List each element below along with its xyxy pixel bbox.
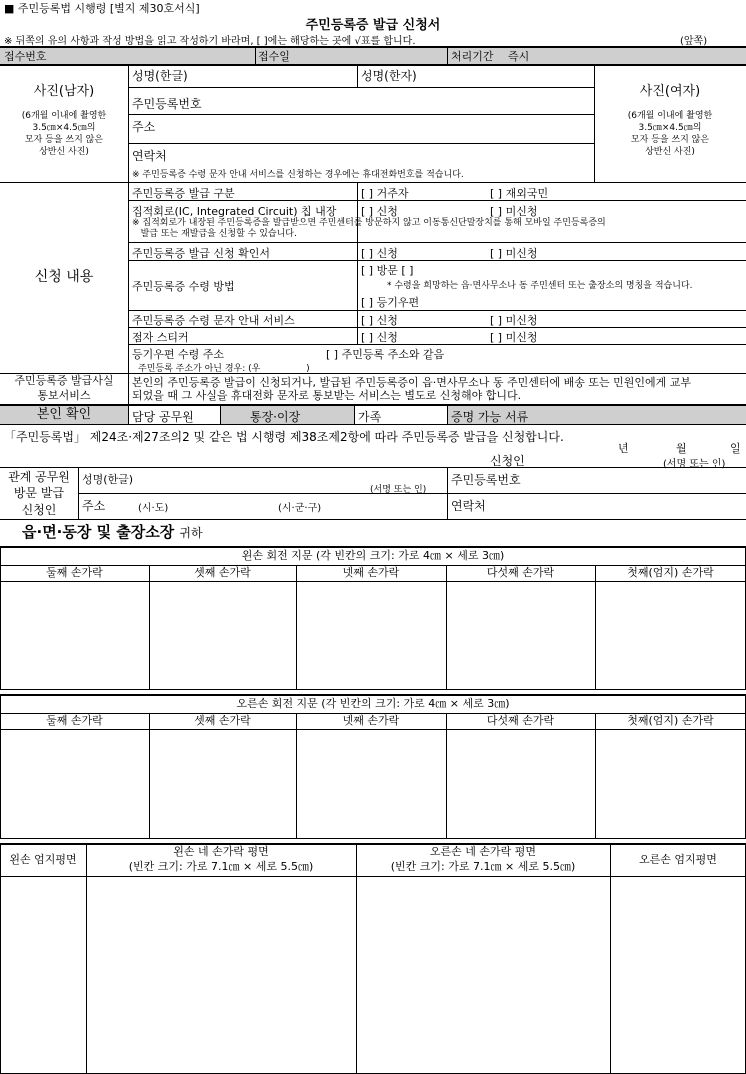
issue-type-label: 주민등록증 발급 구분	[132, 187, 235, 200]
sms-apply-checkbox[interactable]: [ ] 신청	[361, 314, 398, 327]
visiting-applicant-label: 관계 공무원 방문 발급 신청인	[8, 470, 70, 517]
processing-period-value: 즉시	[508, 50, 530, 63]
ic-apply-checkbox[interactable]: [ ] 신청	[361, 205, 398, 218]
day-label: 일	[730, 442, 741, 455]
receive-method-label: 주민등록증 수령 방법	[132, 280, 235, 293]
left-finger-4-label: 넷째 손가락	[342, 566, 400, 580]
ic-chip-label: 집적회로(IC, Integrated Circuit) 칩 내장	[132, 205, 337, 218]
right-finger-2-label: 둘째 손가락	[46, 714, 103, 728]
braille-sticker-label: 점자 스티커	[132, 331, 189, 344]
family-column: 가족	[358, 410, 382, 424]
processing-period-label: 처리기간	[451, 50, 494, 63]
declaration-sign-label: (서명 또는 인)	[663, 459, 726, 470]
receipt-date-label: 접수일	[258, 50, 290, 63]
form-notice: ※ 뒤쪽의 유의 사항과 작성 방법을 읽고 작성하기 바라며, [ ]에는 해당하는 곳에 √표를 합니다.	[4, 36, 416, 47]
right-finger-5-box[interactable]	[447, 730, 594, 838]
sms-service-label: 주민등록증 수령 문자 안내 서비스	[132, 314, 295, 327]
visiting-address-label: 주소	[82, 499, 106, 513]
left-finger-5-box[interactable]	[447, 582, 594, 689]
right-four-flat-box[interactable]	[357, 877, 609, 1073]
right-thumb-flat-box[interactable]	[611, 877, 745, 1073]
visiting-sign-label: (서명 또는 인)	[370, 485, 427, 495]
year-label: 년	[618, 442, 629, 455]
visiting-rrn-label: 주민등록번호	[451, 473, 521, 487]
braille-not-apply-checkbox[interactable]: [ ] 미신청	[490, 331, 538, 344]
receipt-bar	[0, 47, 746, 64]
identity-confirmation-label: 본인 확인	[36, 407, 92, 423]
right-rolled-title: 오른손 회전 지문 (각 빈칸의 크기: 가로 4㎝ × 세로 3㎝)	[236, 696, 510, 710]
notify-service-label: 주민등록증 발급사실 통보서비스	[14, 374, 114, 402]
addressee	[22, 521, 203, 542]
left-finger-2-label: 둘째 손가락	[46, 566, 103, 580]
right-finger-5-label: 다섯째 손가락	[486, 714, 555, 728]
declaration-text: 「주민등록법」 제24조·제27조의2 및 같은 법 시행령 제38조제2항에 따라 주민등록증 발급을 신청합니다.	[4, 430, 564, 444]
ic-not-apply-checkbox[interactable]: [ ] 미신청	[490, 205, 538, 218]
rrn-label: 주민등록번호	[132, 97, 202, 111]
visit-checkbox[interactable]: [ ] 방문 [ ]	[361, 264, 414, 277]
mail-address-label: 등기우편 수령 주소	[132, 348, 225, 361]
receipt-number-label: 접수번호	[4, 50, 47, 63]
confirmation-label: 주민등록증 발급 신청 확인서	[132, 247, 271, 260]
left-finger-2-box[interactable]	[1, 582, 148, 689]
left-four-flat-label: 왼손 네 손가락 평면 (빈칸 크기: 가로 7.1㎝ × 세로 5.5㎝)	[128, 845, 314, 873]
form-title: 주민등록증 발급 신청서	[305, 18, 441, 33]
addressee-main: 읍·면·동장 및 출장소장	[22, 523, 175, 541]
right-finger-3-label: 셋째 손가락	[194, 714, 251, 728]
right-thumb-label: 첫째(엄지) 손가락	[627, 714, 714, 728]
leader-column: 통장·이장	[250, 410, 301, 424]
left-finger-3-label: 셋째 손가락	[194, 566, 251, 580]
ic-chip-note: ※ 집적회로가 내장된 주민등록증을 발급받으면 주민센터를 방문하지 않고 이동통신단말장치를 통해 모바일 주민등록증의 발급 또는 재발급을 신청할 수 있습니다.	[132, 218, 606, 239]
official-column: 담당 공무원	[132, 410, 194, 424]
left-four-flat-box[interactable]	[87, 877, 355, 1073]
mail-other-address-field[interactable]: 주민등록 주소가 아닌 경우: (우 )	[138, 364, 310, 374]
right-finger-4-label: 넷째 손가락	[342, 714, 400, 728]
left-finger-5-label: 다섯째 손가락	[486, 566, 555, 580]
left-finger-3-box[interactable]	[150, 582, 295, 689]
registered-mail-checkbox[interactable]: [ ] 등기우편	[361, 296, 420, 309]
left-thumb-flat-box[interactable]	[1, 877, 85, 1073]
page-side-label: (앞쪽)	[680, 36, 708, 47]
overseas-checkbox[interactable]: [ ] 재외국민	[490, 187, 549, 200]
contact-label: 연락처	[132, 149, 167, 163]
confirmation-apply-checkbox[interactable]: [ ] 신청	[361, 247, 398, 260]
right-thumb-box[interactable]	[596, 730, 745, 838]
visit-note: * 수령을 희망하는 읍·면사무소나 동 주민센터 또는 출장소의 명칭을 적습니다.	[387, 281, 693, 291]
photo-female-title: 사진(여자)	[639, 84, 701, 100]
photo-female-description: (6개월 이내에 촬영한 3.5㎝×4.5㎝의 모자 등을 쓰지 않은 상반신 사진)	[627, 110, 713, 158]
contact-note: ※ 주민등록증 수령 문자 안내 서비스를 신청하는 경우에는 휴대전화번호를 적습니다.	[132, 170, 464, 180]
right-thumb-flat-label: 오른손 엄지평면	[639, 852, 717, 866]
request-section-label: 신청 내용	[34, 269, 94, 286]
visiting-district-label: (시·군·구)	[278, 503, 322, 514]
braille-apply-checkbox[interactable]: [ ] 신청	[361, 331, 398, 344]
confirmation-not-apply-checkbox[interactable]: [ ] 미신청	[490, 247, 538, 260]
visiting-name-label: 성명(한글)	[82, 473, 134, 486]
resident-checkbox[interactable]: [ ] 거주자	[361, 187, 409, 200]
left-thumb-box[interactable]	[596, 582, 745, 689]
address-label: 주소	[132, 120, 156, 134]
photo-male-title: 사진(남자)	[33, 84, 95, 100]
right-finger-4-box[interactable]	[297, 730, 445, 838]
declaration-applicant-label: 신청인	[490, 454, 525, 468]
addressee-suffix: 귀하	[179, 526, 203, 540]
visiting-province-label: (시·도)	[138, 503, 169, 514]
right-finger-2-box[interactable]	[1, 730, 148, 838]
documents-column: 증명 가능 서류	[451, 410, 529, 424]
sms-not-apply-checkbox[interactable]: [ ] 미신청	[490, 314, 538, 327]
left-rolled-title: 왼손 회전 지문 (각 빈칸의 크기: 가로 4㎝ × 세로 3㎝)	[241, 548, 505, 562]
notify-service-text: 본인의 주민등록증 발급이 신청되거나, 발급된 주민등록증이 읍·면사무소나 동 주민센터에 배송 또는 민원인에게 교부 되었을 때 그 사실을 휴대전화 문자로 통보받는 서비스는 별도로 신청해야 합니다.	[132, 376, 691, 402]
visiting-contact-label: 연락처	[451, 499, 486, 513]
name-hanja-label: 성명(한자)	[361, 69, 417, 83]
left-thumb-flat-label: 왼손 엄지평면	[9, 852, 77, 866]
month-label: 월	[676, 442, 687, 455]
left-thumb-label: 첫째(엄지) 손가락	[627, 566, 714, 580]
mail-same-address-checkbox[interactable]: [ ] 주민등록 주소와 같음	[326, 348, 445, 361]
name-korean-label: 성명(한글)	[132, 69, 188, 83]
left-finger-4-box[interactable]	[297, 582, 445, 689]
photo-male-description: (6개월 이내에 촬영한 3.5㎝×4.5㎝의 모자 등을 쓰지 않은 상반신 사진)	[21, 110, 107, 158]
right-finger-3-box[interactable]	[150, 730, 295, 838]
form-reference: ■ 주민등록법 시행령 [별지 제30호서식]	[4, 2, 200, 15]
right-four-flat-label: 오른손 네 손가락 평면 (빈칸 크기: 가로 7.1㎝ × 세로 5.5㎝)	[390, 845, 576, 873]
